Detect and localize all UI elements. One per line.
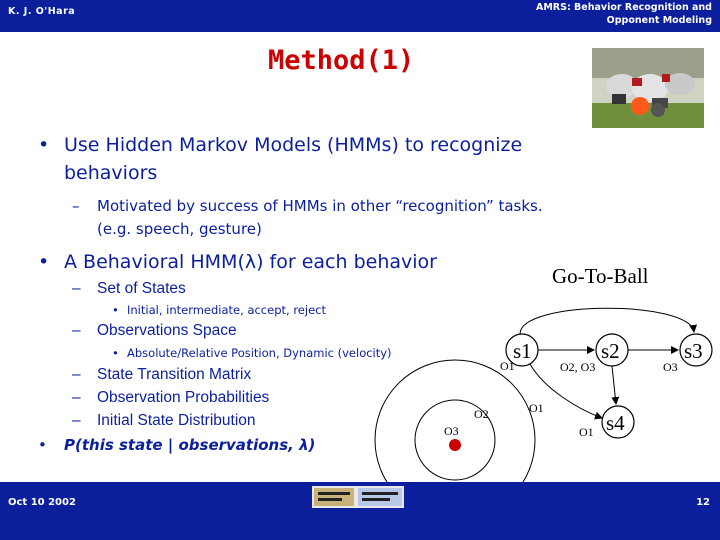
subbullet-motivated-line2: (e.g. speech, gesture) (97, 220, 262, 238)
dash-marker: – (72, 389, 81, 406)
bullet-marker: • (38, 134, 50, 156)
subbullet-initial-distribution: Initial State Distribution (97, 412, 256, 429)
dash-marker: – (72, 412, 81, 429)
state-s4-label: s4 (606, 411, 625, 435)
subsub-initial-states: Initial, intermediate, accept, reject (127, 303, 326, 317)
subbullet-observations-space: Observations Space (97, 322, 237, 339)
obs-label-region-o3: O3 (444, 424, 459, 438)
transition-s2-s4 (612, 366, 616, 404)
state-s1-label: s1 (513, 339, 532, 363)
bullet-hmm-line2: behaviors (64, 162, 158, 184)
subbullet-set-of-states: Set of States (97, 280, 186, 297)
state-s3-label: s3 (684, 339, 703, 363)
obs-label-region-o1: O1 (529, 401, 544, 415)
ball-marker (449, 439, 461, 451)
bullet-marker: • (38, 251, 50, 273)
subbullet-motivated-line1: Motivated by success of HMMs in other “recognition” tasks. (97, 197, 543, 215)
transition-s1-s3 (520, 308, 694, 334)
course-title-line1: AMRS: Behavior Recognition and (535, 2, 712, 13)
bullet-probability: P(this state | observations, λ) (64, 436, 316, 454)
bullet-marker: • (112, 346, 119, 360)
bullet-marker: • (112, 303, 119, 317)
footer-date: Oct 10 2002 (8, 497, 76, 508)
bullet-marker: • (38, 436, 47, 454)
subbullet-observation-probabilities: Observation Probabilities (97, 389, 270, 406)
course-title-line2: Opponent Modeling (606, 15, 712, 26)
slide-title: Method(1) (268, 45, 415, 76)
obs-label-s3: O3 (663, 360, 678, 374)
bullet-behavioral-hmm: A Behavioral HMM(λ) for each behavior (64, 251, 437, 273)
page-number: 12 (696, 497, 710, 508)
obs-label-s1: O1 (500, 359, 515, 373)
subsub-position-velocity: Absolute/Relative Position, Dynamic (velocity) (127, 346, 392, 360)
dash-marker: – (72, 322, 81, 339)
dash-marker: – (72, 280, 81, 297)
state-s2-label: s2 (601, 339, 620, 363)
author-label: K. J. O'Hara (8, 6, 76, 17)
dash-marker: – (72, 197, 80, 215)
obs-label-s2: O2, O3 (560, 360, 596, 374)
obs-label-region-o2: O2 (474, 407, 489, 421)
bullet-hmm-line1: Use Hidden Markov Models (HMMs) to recognize (64, 134, 523, 156)
diagram-title: Go-To-Ball (552, 264, 649, 288)
dash-marker: – (72, 366, 81, 383)
subbullet-transition-matrix: State Transition Matrix (97, 366, 252, 383)
obs-label-s4: O1 (579, 425, 594, 439)
georgia-tech-logo (312, 486, 404, 508)
